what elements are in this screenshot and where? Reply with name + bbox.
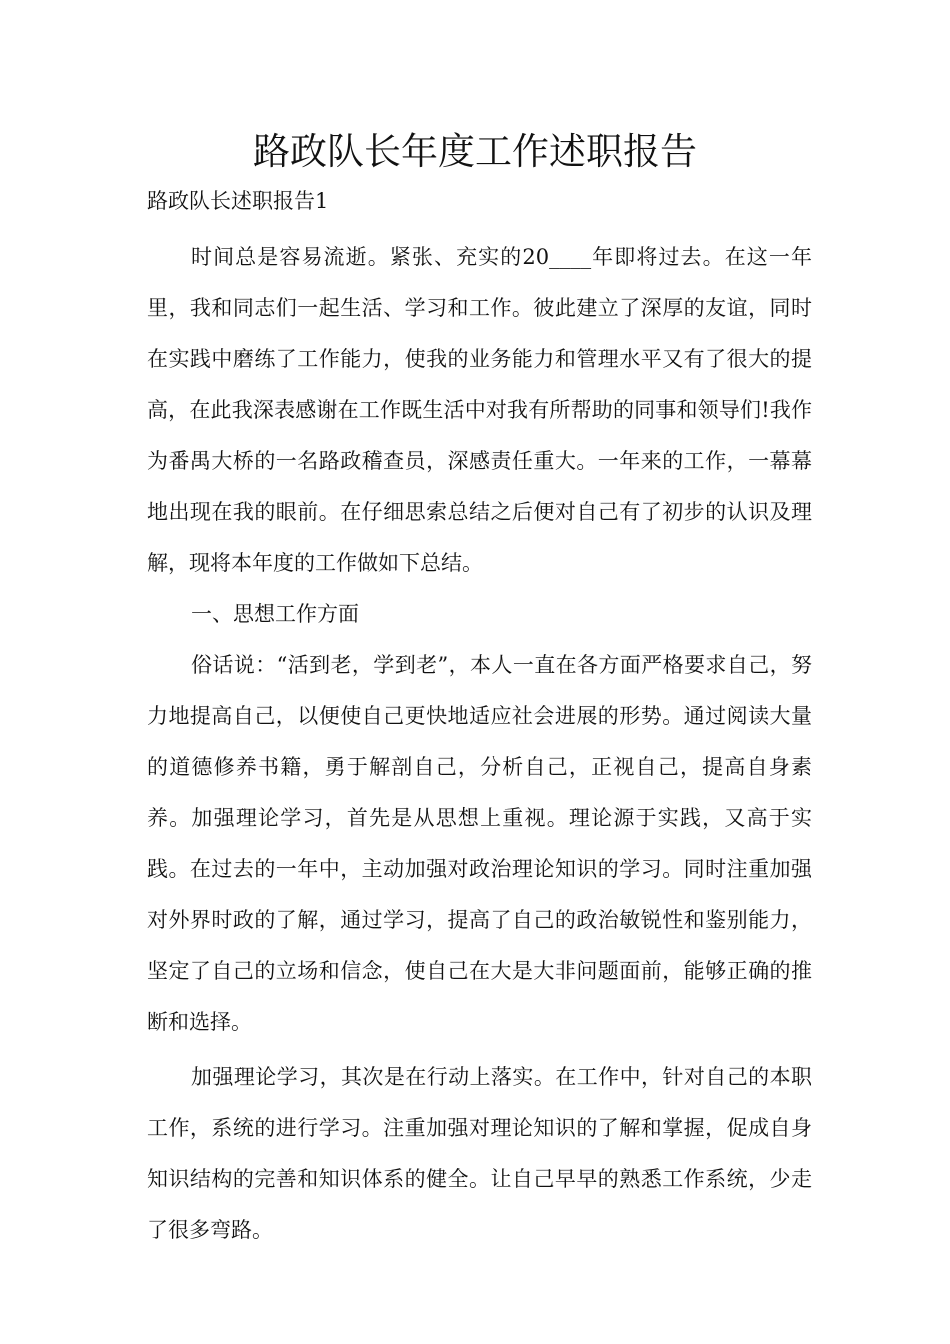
paragraph-theory-study: 加强理论学习，其次是在行动上落实。在工作中，针对自己的本职工作，系统的进行学习。注重加强对理论知识的了解和掌握，促成自身知识结构的完善和知识体系的健全。让自己早早的熟悉工作系统，少走了很多弯路。 <box>147 1065 812 1242</box>
document-title: 路政队长年度工作述职报告 <box>253 130 697 173</box>
paragraph-thought-work: 俗话说：“活到老，学到老”，本人一直在各方面严格要求自己，努力地提高自己，以便使自己更快地适应社会进展的形势。通过阅读大量的道德修养书籍，勇于解剖自己，分析自己，正视自己，提高自身素养。加强理论学习，首先是从思想上重视。理论源于实践，又高于实践。在过去的一年中，主动加强对政治理论知识的学习。同时注重加强对外界时政的了解，通过学习，提高了自己的政治敏锐性和鉴别能力，坚定了自己的立场和信念，使自己在大是大非问题面前，能够正确的推断和选择。 <box>147 653 812 1034</box>
document-subtitle: 路政队长述职报告1 <box>147 189 329 213</box>
paragraph-intro: 时间总是容易流逝。紧张、充实的20____年即将过去。在这一年里，我和同志们一起生活、学习和工作。彼此建立了深厚的友谊，同时在实践中磨练了工作能力，使我的业务能力和管理水平又有了很大的提高，在此我深表感谢在工作既生活中对我有所帮助的同事和领导们!我作为番禺大桥的一名路政稽查员，深感责任重大。一年来的工作，一幕幕地出现在我的眼前。在仔细思索总结之后便对自己有了初步的认识及理解，现将本年度的工作做如下总结。 <box>147 245 812 575</box>
document-body <box>147 232 812 1256</box>
section-heading-thought-work: 一、思想工作方面 <box>191 602 359 626</box>
